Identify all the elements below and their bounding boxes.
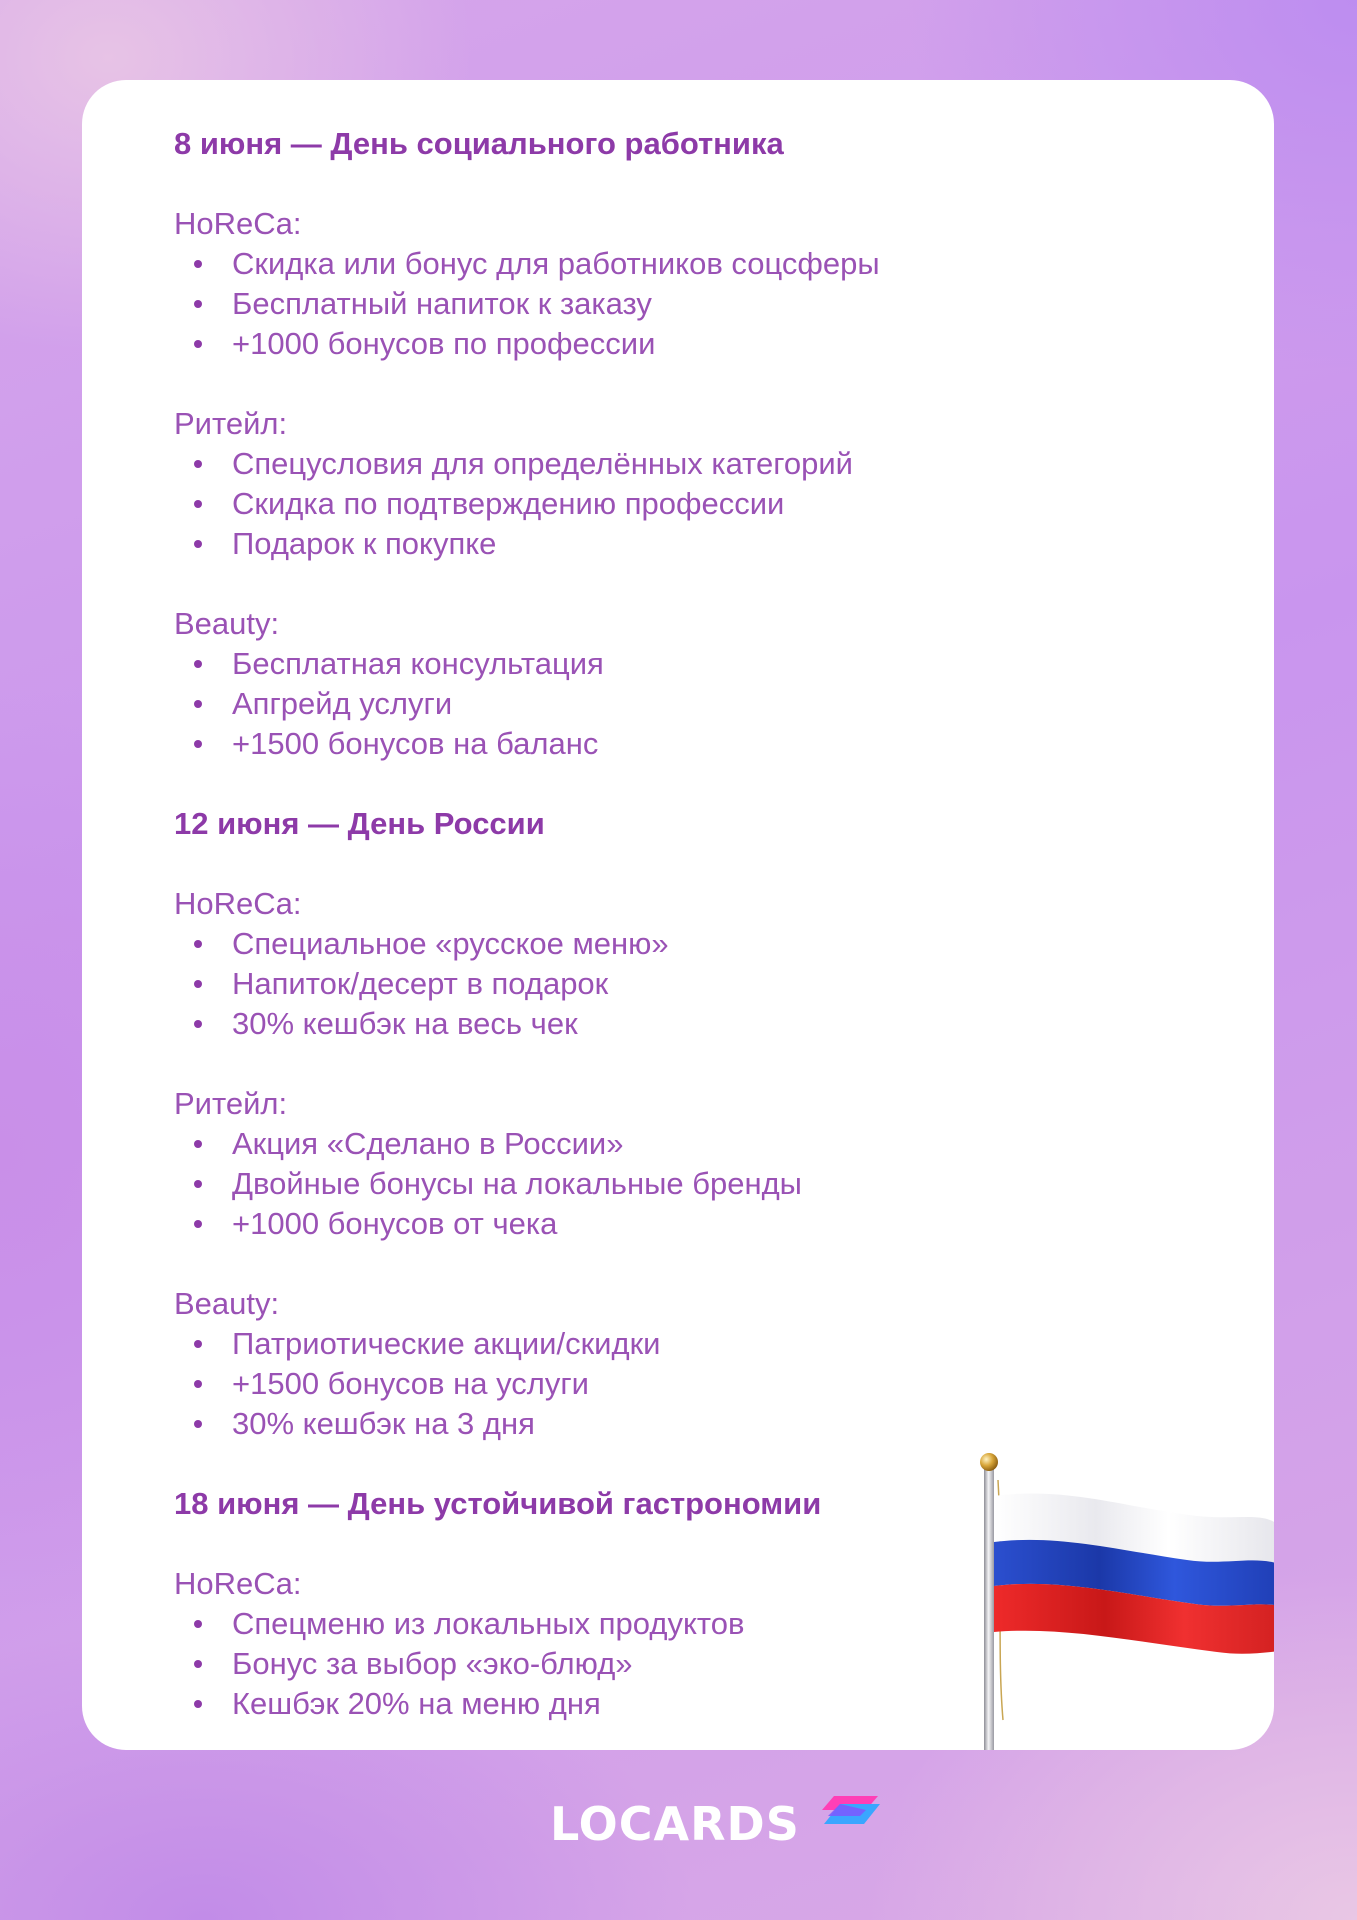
bullet-icon [194, 1620, 202, 1628]
group-horeca [174, 204, 994, 364]
list-item [174, 1364, 994, 1404]
item-text: Специальное «русское меню» [232, 926, 669, 961]
locards-logo-icon [818, 1794, 880, 1840]
list-item [174, 484, 994, 524]
list-item [174, 644, 994, 684]
group-beauty [174, 1284, 994, 1444]
russian-flag-svg [867, 1450, 1274, 1750]
item-text: Скидка или бонус для работников соцсферы [232, 246, 880, 281]
item-text: Спецусловия для определённых категорий [232, 446, 853, 481]
item-text: Бесплатный напиток к заказу [232, 286, 652, 321]
section-title: 12 июня — День России [174, 806, 545, 841]
bullet-icon [194, 1020, 202, 1028]
list-item [174, 724, 994, 764]
bullet-icon [194, 940, 202, 948]
section-june-12 [174, 804, 994, 1444]
item-text: +1000 бонусов по профессии [232, 326, 656, 361]
item-text: Напиток/десерт в подарок [232, 966, 609, 1001]
group-label: Beauty: [174, 1286, 280, 1321]
group-label: HoReCa: [174, 886, 302, 921]
list-item [174, 1324, 994, 1364]
bullet-icon [194, 700, 202, 708]
item-text: +1500 бонусов на баланс [232, 726, 599, 761]
bullet-icon [194, 300, 202, 308]
item-text: Бонус за выбор «эко-блюд» [232, 1646, 633, 1681]
bullet-icon [194, 460, 202, 468]
list-item [174, 924, 994, 964]
bullet-icon [194, 1660, 202, 1668]
list-item [174, 324, 994, 364]
item-list [174, 244, 994, 364]
item-text: Спецменю из локальных продуктов [232, 1606, 745, 1641]
list-item [174, 964, 994, 1004]
bullet-icon [194, 1380, 202, 1388]
locards-logo [550, 1794, 880, 1854]
bullet-icon [194, 500, 202, 508]
bullet-icon [194, 340, 202, 348]
list-item [174, 1124, 994, 1164]
section-title: 18 июня — День устойчивой гастрономии [174, 1486, 822, 1521]
item-text: Скидка по подтверждению профессии [232, 486, 785, 521]
item-text: Двойные бонусы на локальные бренды [232, 1166, 802, 1201]
item-list [174, 644, 994, 764]
item-text: Акция «Сделано в России» [232, 1126, 624, 1161]
item-list [174, 1124, 994, 1244]
group-label: HoReCa: [174, 1566, 302, 1601]
bullet-icon [194, 740, 202, 748]
group-label: Ритейл: [174, 1086, 288, 1121]
group-label: Ритейл: [174, 406, 288, 441]
bullet-icon [194, 980, 202, 988]
item-list [174, 924, 994, 1044]
content-card [82, 80, 1274, 1750]
bullet-icon [194, 1180, 202, 1188]
item-list [174, 444, 994, 564]
item-text: +1500 бонусов на услуги [232, 1366, 589, 1401]
bullet-icon [194, 1700, 202, 1708]
list-item [174, 684, 994, 724]
item-text: Кешбэк 20% на меню дня [232, 1686, 601, 1721]
bullet-icon [194, 540, 202, 548]
bullet-icon [194, 1220, 202, 1228]
list-item [174, 1004, 994, 1044]
section-title: 8 июня — День социального работника [174, 126, 784, 161]
section-june-8 [174, 124, 994, 764]
group-beauty [174, 604, 994, 764]
list-item [174, 524, 994, 564]
item-text: Подарок к покупке [232, 526, 497, 561]
bullet-icon [194, 1340, 202, 1348]
group-retail [174, 404, 994, 564]
group-retail [174, 1084, 994, 1244]
item-text: Патриотические акции/скидки [232, 1326, 661, 1361]
bullet-icon [194, 1140, 202, 1148]
group-label: HoReCa: [174, 206, 302, 241]
item-text: 30% кешбэк на 3 дня [232, 1406, 535, 1441]
bullet-icon [194, 1420, 202, 1428]
group-label: Beauty: [174, 606, 280, 641]
bullet-icon [194, 260, 202, 268]
list-item [174, 444, 994, 484]
item-text: Бесплатная консультация [232, 646, 604, 681]
bullet-icon [194, 660, 202, 668]
list-item [174, 244, 994, 284]
russian-flag-icon [867, 1450, 1274, 1750]
logo-text: LOCARDS [550, 1797, 800, 1851]
item-list [174, 1324, 994, 1444]
group-horeca [174, 884, 994, 1044]
list-item [174, 1404, 994, 1444]
item-text: Апгрейд услуги [232, 686, 453, 721]
list-item [174, 284, 994, 324]
item-text: +1000 бонусов от чека [232, 1206, 558, 1241]
list-item [174, 1164, 994, 1204]
list-item [174, 1204, 994, 1244]
item-text: 30% кешбэк на весь чек [232, 1006, 578, 1041]
